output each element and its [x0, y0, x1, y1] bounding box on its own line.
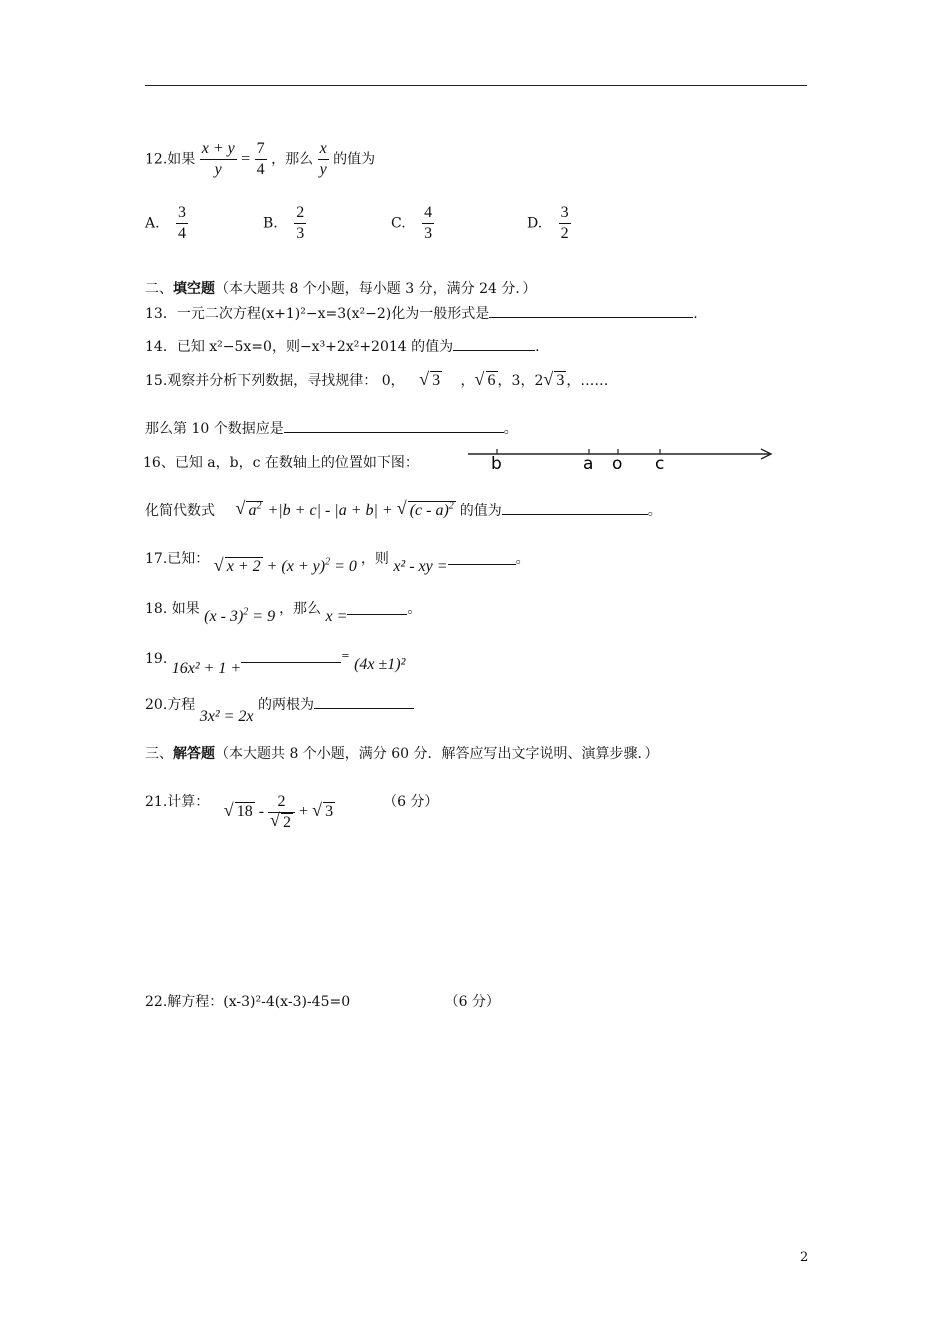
q20-answer-blank[interactable] [314, 694, 414, 709]
q16-expression: √ $a^2 +|b + c| - |a + b|$ + √ (c - a)$^2$ [235, 502, 459, 519]
section-3-heading: 三、解答题（本大题共 8 个小题，满分 60 分．解答应写出文字说明、演算步骤．） [145, 746, 659, 762]
q13-answer-blank[interactable] [489, 303, 693, 318]
sqrt-6: √ 6 [475, 372, 498, 390]
q15-answer-blank[interactable] [284, 418, 504, 433]
q14-answer-blank[interactable] [453, 336, 535, 351]
q12-fraction-xy-over-y: $\frac{x + y}{y}$ [201, 140, 235, 178]
question-20: 20.方程 3x² = 2x 的两根为 [145, 694, 414, 714]
q12-option-d: D. $\frac{3}{2}$ [527, 204, 569, 242]
question-17: 17.已知： √ $x + 2 + (x + y)^2 = 0$ ，则 x² - xy = 。 [145, 548, 530, 568]
q12-prefix: 12.如果 [145, 151, 196, 168]
sqrt-3-b: √ 3 [543, 372, 566, 390]
question-18: 18. 如果 (x - 3)$^2$ = 9 ，那么 x = 。 [145, 601, 422, 625]
q12-suffix: 的值为 [333, 151, 376, 168]
q19-rhs: (4x ±1)² [354, 656, 406, 673]
number-line [466, 440, 776, 472]
q12-option-c: C. $\frac{4}{3}$ [391, 204, 433, 242]
header-rule [145, 85, 807, 86]
q20-equation: 3x² = 2x [199, 708, 254, 725]
question-15: 15.观察并分析下列数据，寻找规律： 0， √ 3 ，√ 6 ，3，2√ 3 ，…… [145, 370, 608, 390]
q12-fraction-x-over-y: $\frac{x}{y}$ [319, 140, 327, 178]
axis-label-o: o [612, 454, 623, 472]
q12-fraction-7-over-4: $\frac{7}{4}$ [256, 140, 265, 178]
section-2-heading: 二、填空题（本大题共 8 个小题，每小题 3 分，满分 24 分．） [145, 281, 537, 297]
question-15-line-2: 那么第 10 个数据应是 。 [145, 418, 518, 438]
section-2-title: 填空题 [173, 281, 215, 297]
page-number: 2 [800, 1250, 809, 1265]
question-12 [145, 139, 375, 180]
q17-answer-blank[interactable] [448, 550, 516, 565]
q22-score: （6 分） [444, 994, 500, 1010]
q19-answer-blank[interactable] [241, 648, 341, 663]
q12-option-a: A. $\frac{3}{4}$ [145, 204, 187, 242]
axis-label-b: b [491, 454, 502, 472]
q12-equals: = [241, 150, 251, 168]
q21-score: （6 分） [383, 794, 439, 811]
q12-option-b: B. $\frac{2}{3}$ [263, 204, 305, 242]
q16-answer-blank[interactable] [502, 500, 648, 515]
q17-condition: √ $x + 2 + (x + y)^2 = 0$ [214, 558, 361, 575]
question-21: 21.计算： √ 18 - 2 √ 2 + √ 3 （6 分） [145, 782, 438, 823]
axis-label-c: c [655, 454, 665, 472]
q18-equation: (x - 3)$^2$ = 9 [204, 606, 276, 625]
q12-mid: ，那么 [271, 151, 314, 168]
question-22: 22.解方程：(x-3)²-4(x-3)-45=0 （6 分） [145, 994, 500, 1010]
axis-label-a: a [583, 454, 594, 472]
question-14: 14．已知 x²−5x=0，则−x³+2x²+2014 的值为 . [145, 336, 540, 356]
sqrt-3: √ 3 [419, 372, 442, 390]
section-3-title: 解答题 [173, 746, 215, 762]
question-16: 16、已知 a，b，c 在数轴上的位置如下图： [143, 455, 419, 471]
q17-expression: x² - xy = [393, 558, 448, 575]
question-13: 13．一元二次方程(x+1)²−x=3(x²−2)化为一般形式是 . [145, 303, 698, 323]
q21-expression: √ 18 - 2 √ 2 + √ 3 [224, 803, 339, 820]
q19-lhs: 16x² + 1 + [171, 660, 242, 677]
question-19: 19. 16x² + 1 += (4x ±1)² [145, 648, 405, 668]
question-16-line-2: 化简代数式 √ $a^2 +|b + c| - |a + b|$ + √ (c - a)$^2$ 的值为 。 [145, 500, 662, 520]
q18-answer-blank[interactable] [347, 600, 407, 615]
q18-variable: x = [325, 608, 348, 625]
